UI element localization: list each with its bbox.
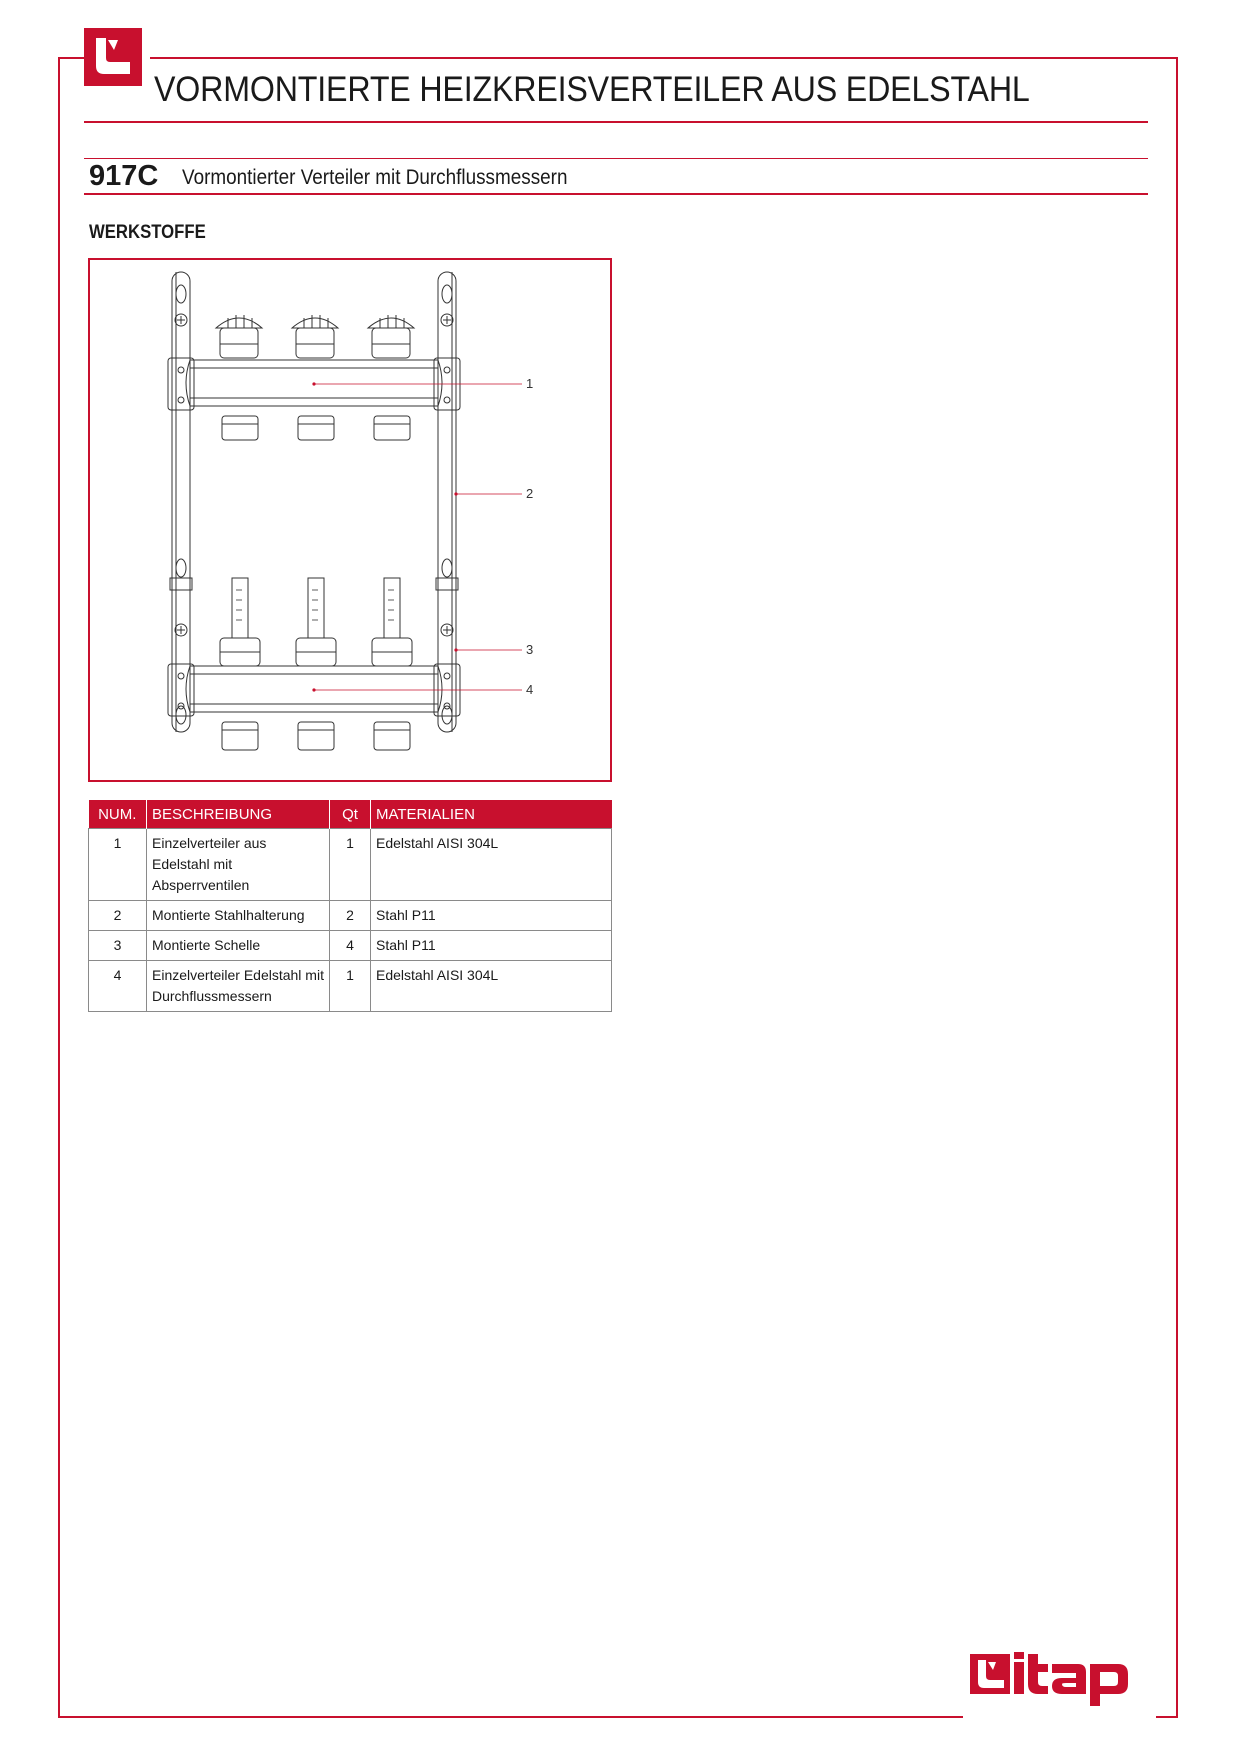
callout-2: 2 [526,486,534,501]
row-description: Einzelverteiler aus Edelstahl mit Absperrventilen [147,829,330,901]
product-bottom-line [84,193,1148,195]
frame-top-line [150,57,1178,59]
product-code: 917C [89,160,159,192]
table-row [89,931,612,961]
title-underline [84,121,1148,123]
row-material: Edelstahl AISI 304L [371,829,612,901]
row-qt: 2 [330,901,371,931]
header-description: BESCHREIBUNG [147,800,330,829]
section-heading: WERKSTOFFE [89,222,206,243]
row-description: Montierte Schelle [147,931,330,961]
frame-bottom-line-right [1156,1716,1178,1718]
frame-right-line [1176,57,1178,1717]
frame-bottom-line-left [58,1716,963,1718]
row-num: 2 [89,901,147,931]
frame-left-line-top [58,57,84,59]
brand-logo-bottom-icon [970,1652,1148,1708]
row-qt: 1 [330,829,371,901]
product-top-line [84,158,1148,159]
row-material: Stahl P11 [371,901,612,931]
table-row [89,901,612,931]
table-row [89,961,612,1012]
row-material: Edelstahl AISI 304L [371,961,612,1012]
header-materials: MATERIALIEN [371,800,612,829]
technical-drawing [88,258,612,782]
row-qt: 4 [330,931,371,961]
manifold-drawing-icon [90,260,610,780]
frame-left-line [58,57,60,1717]
product-description: Vormontierter Verteiler mit Durchflussmessern [182,166,568,189]
header-num: NUM. [89,800,147,829]
table-row [89,829,612,901]
row-qt: 1 [330,961,371,1012]
callout-4: 4 [526,682,534,697]
callout-3: 3 [526,642,534,657]
row-num: 4 [89,961,147,1012]
row-num: 3 [89,931,147,961]
parts-table [88,800,612,1012]
header-qt: Qt [330,800,371,829]
page-title: VORMONTIERTE HEIZKREISVERTEILER AUS EDELSTAHL [154,70,1030,109]
row-num: 1 [89,829,147,901]
row-description: Einzelverteiler Edelstahl mit Durchflussmessern [147,961,330,1012]
callout-1: 1 [526,376,534,391]
table-header-row [89,800,612,829]
row-material: Stahl P11 [371,931,612,961]
brand-logo-icon [84,28,142,86]
row-description: Montierte Stahlhalterung [147,901,330,931]
